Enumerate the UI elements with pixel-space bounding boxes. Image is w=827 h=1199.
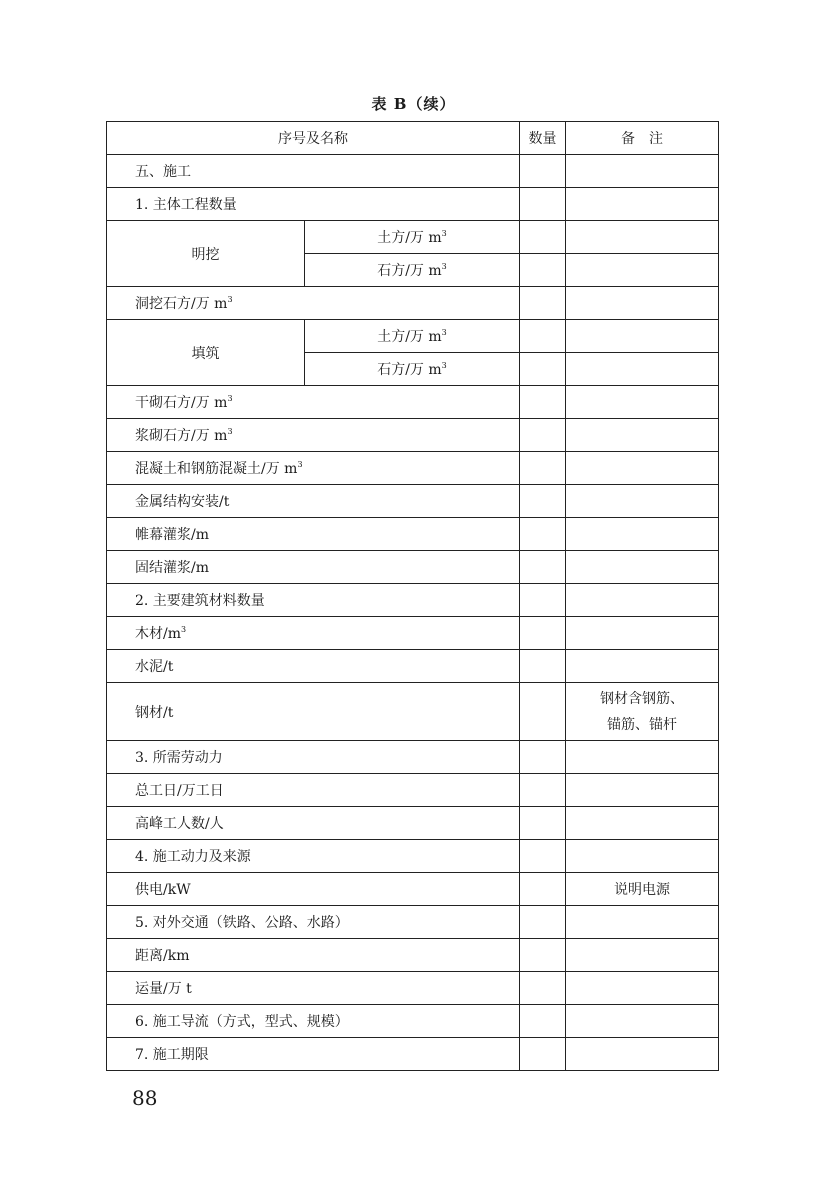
page-number: 88 bbox=[132, 1086, 158, 1110]
table-row bbox=[107, 683, 719, 741]
row-sublabel: 石方/万 $m^3$ bbox=[305, 254, 520, 287]
row-label: 钢材/t bbox=[107, 683, 520, 741]
row-note: 钢材含钢筋、 锚筋、锚杆 bbox=[566, 683, 719, 741]
row-label: 1. 主体工程数量 bbox=[107, 188, 520, 221]
table-row bbox=[107, 873, 719, 906]
header-name: 序号及名称 bbox=[107, 122, 520, 155]
row-label: 固结灌浆/m bbox=[107, 551, 520, 584]
group-label-mingwa: 明挖 bbox=[107, 221, 305, 287]
row-label: 洞挖石方/万 $m^3$ bbox=[107, 287, 520, 320]
row-label: 4. 施工动力及来源 bbox=[107, 840, 520, 873]
row-label: 2. 主要建筑材料数量 bbox=[107, 584, 520, 617]
row-label: 运量/万 t bbox=[107, 972, 520, 1005]
table-row bbox=[107, 939, 719, 972]
table-row bbox=[107, 452, 719, 485]
row-label: 5. 对外交通（铁路、公路、水路） bbox=[107, 906, 520, 939]
table-row bbox=[107, 584, 719, 617]
table-row bbox=[107, 221, 719, 254]
table-row bbox=[107, 485, 719, 518]
table-row bbox=[107, 906, 719, 939]
table-row bbox=[107, 518, 719, 551]
group-label-tianzhu: 填筑 bbox=[107, 320, 305, 386]
row-label: 木材$/m^3$ bbox=[107, 617, 520, 650]
row-label: 距离/km bbox=[107, 939, 520, 972]
row-label: 干砌石方/万 $m^3$ bbox=[107, 386, 520, 419]
construction-table bbox=[106, 121, 719, 1071]
row-label: 帷幕灌浆/m bbox=[107, 518, 520, 551]
row-label: 高峰工人数/人 bbox=[107, 807, 520, 840]
table-row bbox=[107, 1038, 719, 1071]
row-label: 3. 所需劳动力 bbox=[107, 741, 520, 774]
table-row bbox=[107, 551, 719, 584]
table-row bbox=[107, 188, 719, 221]
table-row bbox=[107, 650, 719, 683]
table-row bbox=[107, 741, 719, 774]
row-sublabel: 土方/万 $m^3$ bbox=[305, 320, 520, 353]
row-label: 7. 施工期限 bbox=[107, 1038, 520, 1071]
row-label: 供电/kW bbox=[107, 873, 520, 906]
row-label: 混凝土和钢筋混凝土/万 $m^3$ bbox=[107, 452, 520, 485]
row-label: 浆砌石方/万 $m^3$ bbox=[107, 419, 520, 452]
row-label: 总工日/万工日 bbox=[107, 774, 520, 807]
table-row bbox=[107, 419, 719, 452]
table-row bbox=[107, 287, 719, 320]
row-sublabel: 土方/万 $m^3$ bbox=[305, 221, 520, 254]
header-note: 备 注 bbox=[566, 122, 719, 155]
table-title: 表 B（续） bbox=[371, 95, 456, 113]
row-label: 6. 施工导流（方式，型式、规模） bbox=[107, 1005, 520, 1038]
row-sublabel: 石方/万 $m^3$ bbox=[305, 353, 520, 386]
table-row bbox=[107, 386, 719, 419]
row-label: 金属结构安装/t bbox=[107, 485, 520, 518]
table-row bbox=[107, 320, 719, 353]
table-row bbox=[107, 1005, 719, 1038]
table-row bbox=[107, 155, 719, 188]
table-header-row bbox=[107, 122, 719, 155]
row-label: 水泥/t bbox=[107, 650, 520, 683]
table-row bbox=[107, 617, 719, 650]
table-row bbox=[107, 840, 719, 873]
header-qty: 数量 bbox=[520, 122, 566, 155]
row-note: 说明电源 bbox=[566, 873, 719, 906]
table-row bbox=[107, 774, 719, 807]
row-label: 五、施工 bbox=[107, 155, 520, 188]
table-row bbox=[107, 972, 719, 1005]
table-row bbox=[107, 807, 719, 840]
